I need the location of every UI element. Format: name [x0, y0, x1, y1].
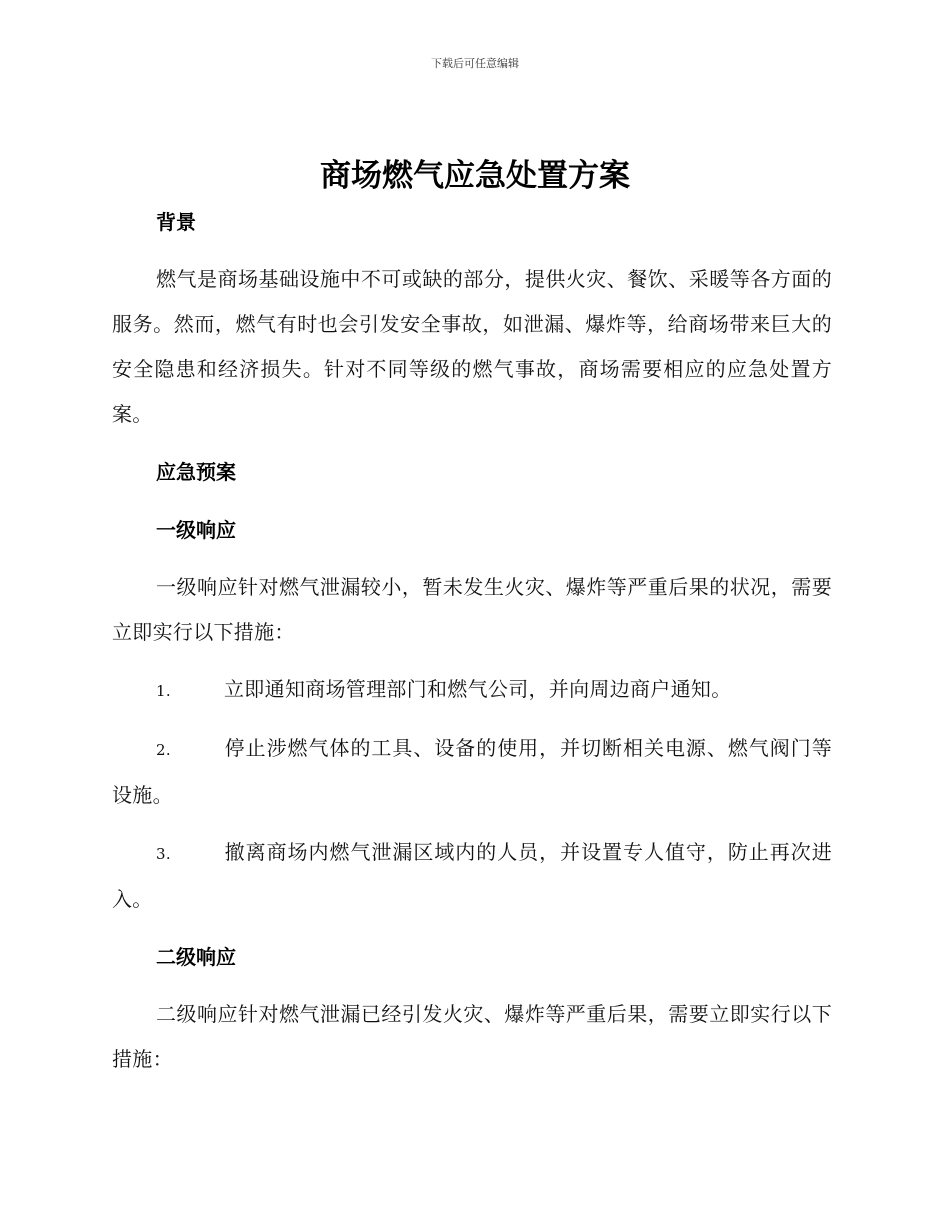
list-item-text: 停止涉燃气体的工具、设备的使用，并切断相关电源、燃气阀门等设施。	[112, 736, 832, 807]
paragraph-background: 燃气是商场基础设施中不可或缺的部分，提供火灾、餐饮、采暖等各方面的服务。然而，燃气有时也会引发安全事故，如泄漏、爆炸等，给商场带来巨大的安全隐患和经济损失。针对不同等级的燃气事故，商场需要相应的应急处置方案。	[112, 267, 832, 426]
paragraph-level1: 一级响应针对燃气泄漏较小，暂未发生火灾、爆炸等严重后果的状况，需要立即实行以下措施：	[112, 575, 832, 644]
document-title: 商场燃气应急处置方案	[320, 158, 630, 194]
list-item-number: 3.	[156, 845, 171, 863]
section-heading-level2: 二级响应	[156, 945, 236, 969]
list-item	[112, 726, 832, 818]
list-item-number: 2.	[156, 741, 171, 759]
list-item-text: 撤离商场内燃气泄漏区域内的人员，并设置专人值守，防止再次进入。	[112, 840, 832, 911]
list-item	[112, 667, 832, 714]
document-body	[112, 199, 832, 1082]
header-note: 下载后可任意编辑	[431, 57, 519, 70]
paragraph-level2: 二级响应针对燃气泄漏已经引发火灾、爆炸等严重后果，需要立即实行以下措施：	[112, 1002, 832, 1071]
list-item	[112, 830, 832, 922]
list-item-text: 立即通知商场管理部门和燃气公司，并向周边商户通知。	[224, 677, 732, 701]
section-heading-plan: 应急预案	[156, 460, 236, 484]
list-item-number: 1.	[156, 682, 171, 700]
section-heading-background: 背景	[156, 210, 196, 234]
section-heading-level1: 一级响应	[156, 518, 236, 542]
